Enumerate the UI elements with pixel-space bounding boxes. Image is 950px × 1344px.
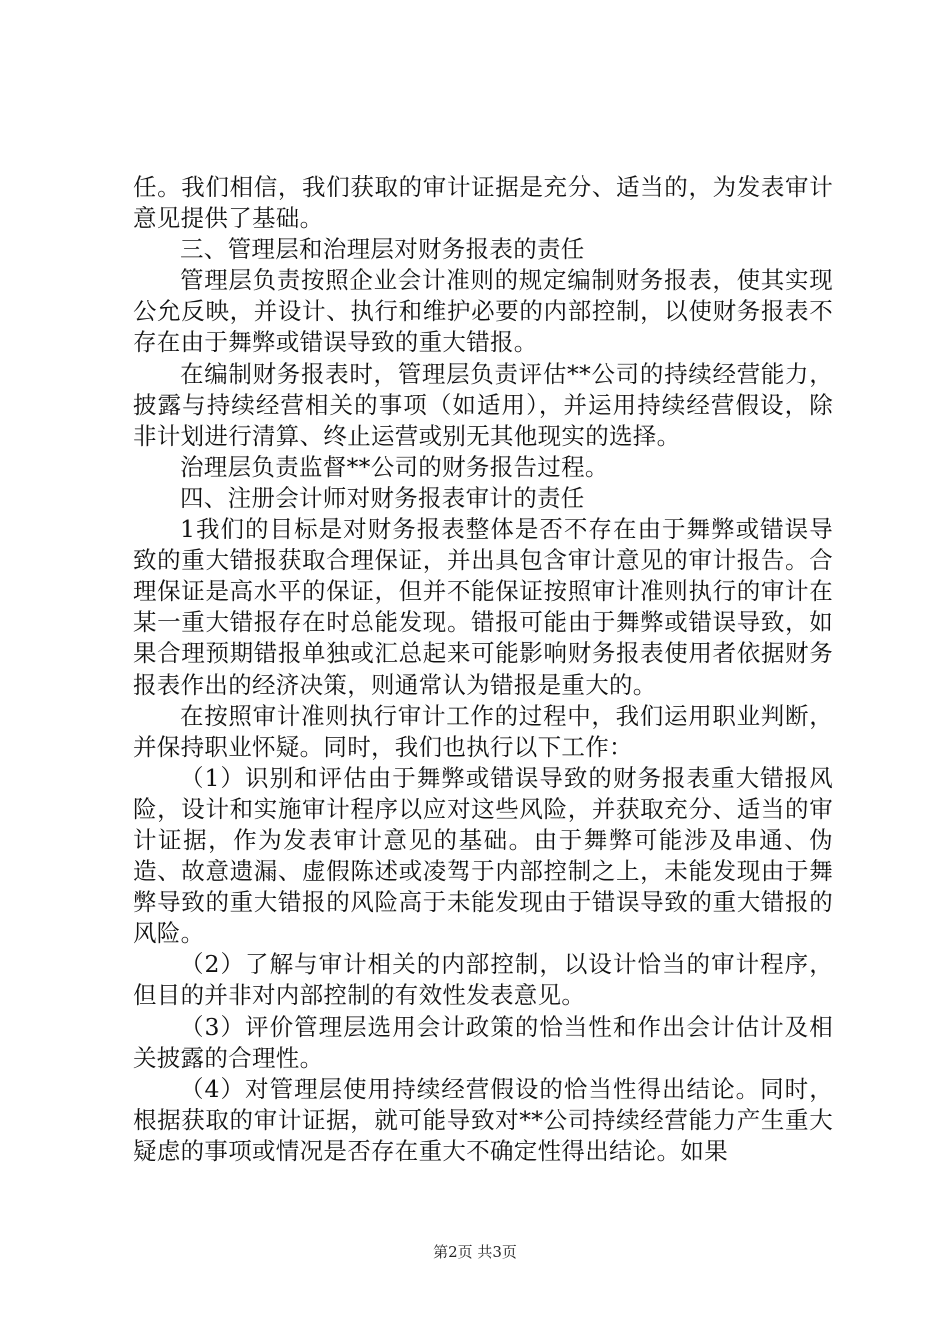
document-body — [133, 172, 833, 1167]
section-heading-4: 四、注册会计师对财务报表审计的责任 — [180, 483, 585, 512]
paragraph-continuation: 任。我们相信，我们获取的审计证据是充分、适当的，为发表审计意见提供了基础。 — [133, 173, 833, 233]
paragraph: 治理层负责监督**公司的财务报告过程。 — [180, 452, 609, 481]
page-footer — [0, 1242, 950, 1262]
list-item: （2）了解与审计相关的内部控制，以设计恰当的审计程序，但目的并非对内部控制的有效性发表意见。 — [133, 950, 833, 1010]
page-number: 第2页 共3页 — [433, 1243, 517, 1261]
list-item: （1）识别和评估由于舞弊或错误导致的财务报表重大错报风险，设计和实施审计程序以应对这些风险，并获取充分、适当的审计证据，作为发表审计意见的基础。由于舞弊可能涉及串通、伪造、故意遗漏、虚假陈述或凌驾于内部控制之上，未能发现由于舞弊导致的重大错报的风险高于未能发现由于错误导致的重大错报的风险。 — [133, 763, 833, 948]
section-heading-3: 三、管理层和治理层对财务报表的责任 — [180, 235, 585, 264]
paragraph: 在编制财务报表时，管理层负责评估**公司的持续经营能力，披露与持续经营相关的事项（如适用），并运用持续经营假设，除非计划进行清算、终止运营或别无其他现实的选择。 — [133, 359, 833, 450]
paragraph: 1我们的目标是对财务报表整体是否不存在由于舞弊或错误导致的重大错报获取合理保证，并出具包含审计意见的审计报告。合理保证是高水平的保证，但并不能保证按照审计准则执行的审计在某一重大错报存在时总能发现。错报可能由于舞弊或错误导致，如果合理预期错报单独或汇总起来可能影响财务报表使用者依据财务报表作出的经济决策，则通常认为错报是重大的。 — [133, 515, 833, 699]
list-item: （4）对管理层使用持续经营假设的恰当性得出结论。同时，根据获取的审计证据，就可能导致对**公司持续经营能力产生重大疑虑的事项或情况是否存在重大不确定性得出结论。如果 — [133, 1074, 833, 1165]
paragraph: 在按照审计准则执行审计工作的过程中，我们运用职业判断，并保持职业怀疑。同时，我们也执行以下工作： — [133, 701, 833, 761]
paragraph: 管理层负责按照企业会计准则的规定编制财务报表，使其实现公允反映，并设计、执行和维护必要的内部控制，以使财务报表不存在由于舞弊或错误导致的重大错报。 — [133, 266, 833, 357]
list-item: （3）评价管理层选用会计政策的恰当性和作出会计估计及相关披露的合理性。 — [133, 1012, 833, 1072]
